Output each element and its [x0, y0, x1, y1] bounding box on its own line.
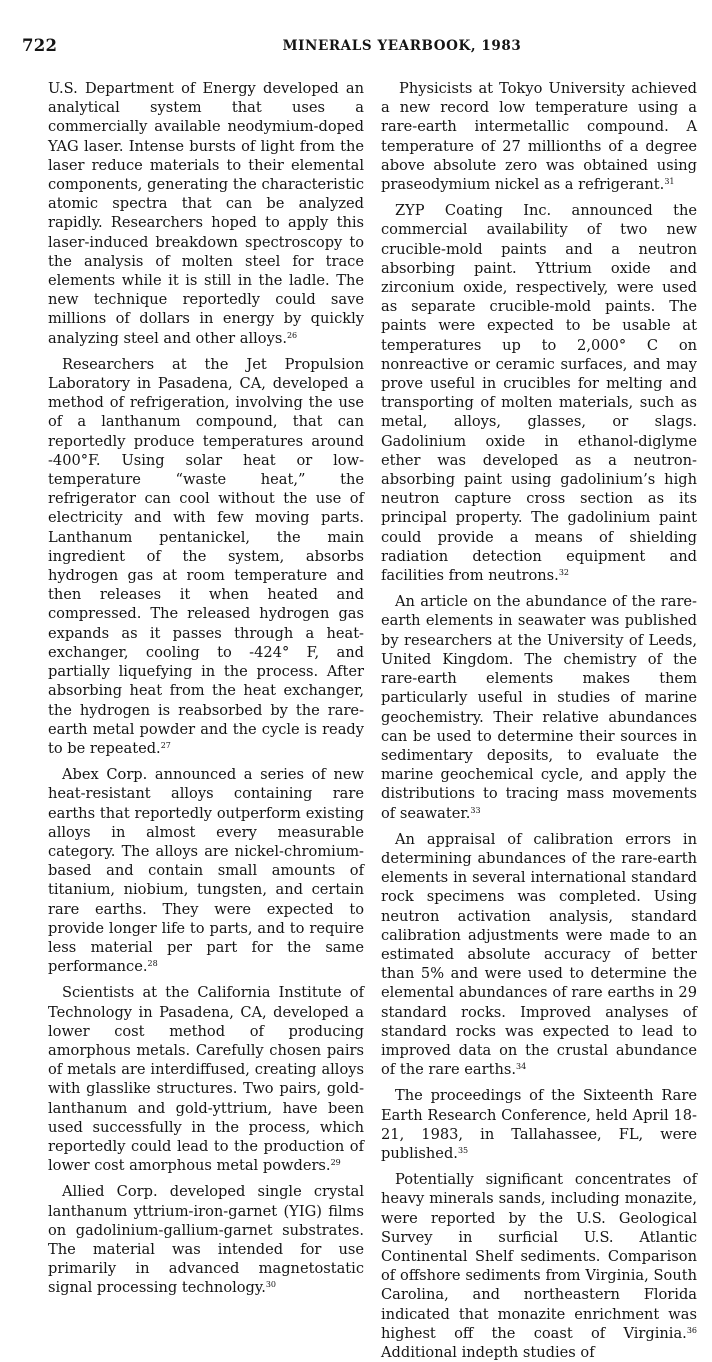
- paragraph: Researchers at the Jet Propulsion Laboratory in Pasadena, CA, developed a method of refrigeration, involving the use of a lanthanum compound, that can reportedly produce temperatures around -400°F. Using solar heat or low-temperature “waste heat,” the refrigerator can cool without the use of electricity and with few moving parts. Lanthanum pentanickel, the main ingredient of the system, absorbs hydrogen gas at room temperature and then releases it when heated and compressed. The released hydrogen gas expands as it passes through a heat-exchanger, cooling to -424° F, and partially liquefying in the process. After absorbing heat from the heat exchanger, the hydrogen is reabsorbed by the rare-earth metal powder and the cycle is ready to be repeated.$^{27}$: [48, 355, 364, 757]
- paragraph: U.S. Department of Energy developed an analytical system that uses a commercially available neodymium-doped YAG laser. Intense bursts of light from the laser reduce materials to their elemental components, generating the characteristic atomic spectra that can be analyzed rapidly. Researchers hoped to apply this laser-induced breakdown spectroscopy to the analysis of molten steel for trace elements while it is still in the ladle. The new technique reportedly could save millions of dollars in energy by quickly analyzing steel and other alloys.$^{26}$: [48, 80, 364, 347]
- footnote-ref: 27: [160, 740, 171, 750]
- paragraph: An appraisal of calibration errors in determining abundances of the rare-earth elements in several international standard rock specimens was completed. Using neutron activation analysis, standard calibration adjustments were made to an estimated absolute accuracy of better than 5% and were used to determine the elemental abundances of rare earths in 29 standard rocks. Improved analyses of standard rocks was expected to lead to improved data on the crustal abundance of the rare earths.$^{34}$: [381, 830, 697, 1079]
- footnote-ref: 28: [147, 959, 158, 969]
- footnote-ref: 29: [330, 1158, 341, 1168]
- footnote-ref: 30: [265, 1280, 277, 1290]
- footnote-ref: 33: [470, 805, 481, 815]
- paragraph: An article on the abundance of the rare-earth elements in seawater was published by researchers at the University of Leeds, United Kingdom. The chemistry of the rare-earth elements makes them particularly useful in studies of marine geochemistry. Their relative abundances can be used to determine their sources in sedimentary deposits, to evaluate the marine geochemical cycle, and apply the distributions to tracing mass movements of seawater.$^{33}$: [381, 593, 697, 822]
- footnote-ref: 35: [457, 1145, 469, 1155]
- paragraph: ZYP Coating Inc. announced the commercial availability of two new crucible-mold paints and a neutron absorbing paint. Yttrium oxide and zirconium oxide, respectively, were used as separate crucible-mold paints. The paints were expected to be usable at temperatures up to 2,000° C on nonreactive or ceramic surfaces, and may prove useful in crucibles for melting and transporting of molten materials, such as metal, alloys, glasses, or slags. Gadolinium oxide in ethanol-diglyme ether was developed as a neutron-absorbing paint using gadolinium’s high neutron capture cross section as its principal property. The gadolinium paint could provide a means of shielding radiation detection equipment and facilities from neutrons.$^{32}$: [381, 202, 697, 585]
- paragraph: Allied Corp. developed single crystal lanthanum yttrium-iron-garnet (YIG) films on gadolinium-gallium-garnet substrates. The material was intended for use primarily in advanced magnetostatic signal processing technology.$^{30}$: [48, 1183, 364, 1297]
- left-column: [48, 79, 364, 1298]
- footnote-ref: 34: [516, 1062, 527, 1072]
- running-title: MINERALS YEARBOOK, 1983: [282, 38, 522, 54]
- right-column: [381, 79, 697, 1362]
- paragraph: Abex Corp. announced a series of new heat-resistant alloys containing rare earths that reportedly outperform existing alloys in almost every measurable category. The alloys are nickel-chromium-based and contain small amounts of titanium, niobium, tungsten, and certain rare earths. They were expected to provide longer life to parts, and to require less material per part for the same performance.$^{28}$: [48, 766, 364, 976]
- paragraph: The proceedings of the Sixteenth Rare Earth Research Conference, held April 18-21, 1983, in Tallahassee, FL, were published.$^{35}$: [381, 1087, 697, 1162]
- paragraph: Physicists at Tokyo University achieved a new record low temperature using a rare-earth intermetallic compound. A temperature of 27 millionths of a degree above absolute zero was obtained using praseodymium nickel as a refrigerant.$^{31}$: [381, 80, 697, 194]
- footnote-ref: 36: [686, 1325, 697, 1335]
- footnote-ref: 32: [558, 568, 569, 578]
- footnote-ref: 31: [664, 177, 675, 187]
- paragraph: Potentially significant concentrates of heavy minerals sands, including monazite, were reported by the U.S. Geological Survey in surficial U.S. Atlantic Continental Shelf sediments. Comparison of offshore sediments from Virginia, South Carolina, and northeastern Florida indicated that monazite enrichment was highest off the coast of Virginia.$^{36}$ Additional indepth studies of: [381, 1171, 697, 1361]
- paragraph: Scientists at the California Institute of Technology in Pasadena, CA, developed a lower cost method of producing amorphous metals. Carefully chosen pairs of metals are interdiffused, creating alloys with glasslike structures. Two pairs, gold-lanthanum and gold-yttrium, have been used successfully in the process, which reportedly could lead to the production of lower cost amorphous metal powders.$^{29}$: [48, 984, 364, 1175]
- footnote-ref: 26: [286, 330, 298, 340]
- page-number: 722: [22, 36, 58, 55]
